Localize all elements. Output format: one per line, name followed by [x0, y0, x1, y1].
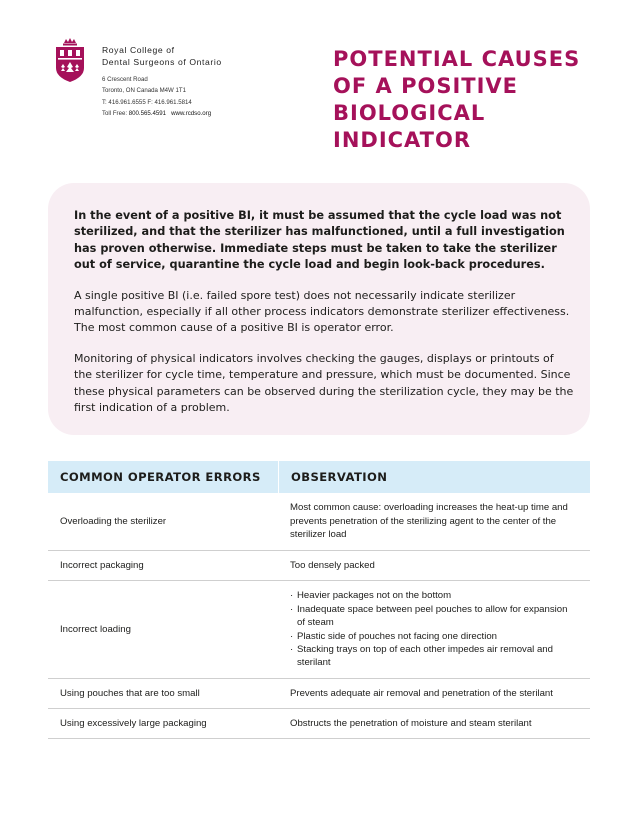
- observation-cell: [278, 493, 590, 550]
- table-row: [48, 709, 590, 739]
- intro-paragraph: A single positive BI (i.e. failed spore test) does not necessarily indicate sterilizer malfunction, especially if all other process indicators demonstrate sterilizer effectiveness. The most common cause of a positive BI is operator error.: [74, 288, 570, 335]
- error-cell: Using pouches that are too small: [60, 687, 200, 699]
- address-line: Toronto, ON Canada M4W 1T1: [102, 87, 186, 95]
- page-title: [333, 46, 593, 154]
- org-address: [102, 74, 302, 120]
- error-cell: Using excessively large packaging: [60, 717, 207, 729]
- bullet-item: · Inadequate space between peel pouches to allow for expansion of steam: [290, 603, 578, 630]
- website-link[interactable]: www.rcdso.org: [171, 110, 212, 118]
- bullet-item: · Heavier packages not on the bottom: [290, 590, 452, 602]
- intro-lead-paragraph: In the event of a positive BI, it must be assumed that the cycle load was not sterilized, and that the sterilizer has malfunctioned, until a full investigation has proven otherwise. Immediate steps must be taken to take the sterilizer out of service, quarantine the cycle load and begin look-back procedures.: [74, 209, 565, 272]
- title-line: BIOLOGICAL: [333, 101, 486, 125]
- intro-text: [74, 208, 574, 416]
- bullet-text: Heavier packages not on the bottom: [297, 590, 452, 602]
- table-row: [48, 551, 590, 581]
- observation-text: Obstructs the penetration of moisture and steam sterilant: [290, 717, 532, 729]
- toll-free-number: 800.565.4591: [128, 110, 167, 118]
- address-line: 6 Crescent Road: [102, 76, 148, 83]
- table-header: [48, 461, 590, 493]
- observation-cell: [278, 581, 590, 678]
- observation-text: Prevents adequate air removal and penetration of the sterilant: [290, 687, 553, 699]
- bullet-text: Inadequate space between peel pouches to allow for expansion of steam: [297, 603, 568, 629]
- title-line: POTENTIAL CAUSES: [333, 47, 581, 71]
- bullet-item: · Stacking trays on top of each other impedes air removal and sterilant: [290, 643, 578, 670]
- observation-text: Most common cause: overloading increases the heat-up time and prevents penetration of the sterilizing agent to the center of the sterilizer load: [290, 502, 568, 541]
- error-cell: Incorrect loading: [60, 623, 131, 635]
- table-row: [48, 679, 590, 709]
- table-row: [48, 581, 590, 679]
- column-header-observation: OBSERVATION: [291, 470, 388, 484]
- bullet-text: Plastic side of pouches not facing one direction: [297, 630, 497, 642]
- intro-paragraph: Monitoring of physical indicators involves checking the gauges, displays or printouts of the sterilizer for cycle time, temperature and pressure, which must be documented. Since these physical parameters can be observed during the sterilization cycle, they may be the first indication of a problem.: [74, 351, 574, 415]
- observation-cell: [278, 551, 590, 580]
- title-line: OF A POSITIVE: [333, 74, 518, 98]
- toll-free-line: [102, 108, 302, 119]
- observation-text: Too densely packed: [290, 559, 375, 571]
- bullet-text: Stacking trays on top of each other impedes air removal and sterilant: [297, 643, 553, 669]
- column-header-errors: COMMON OPERATOR ERRORS: [48, 461, 279, 493]
- bullet-item: · Plastic side of pouches not facing one direction: [290, 630, 497, 642]
- observation-cell: [278, 679, 590, 708]
- organization-info: [102, 44, 302, 120]
- operator-errors-table: [48, 461, 590, 739]
- phone-line: T: 416.961.6555 F: 416.961.5814: [102, 98, 192, 106]
- rcdso-crest-icon: [55, 38, 85, 82]
- org-name-line: Royal College of: [102, 45, 175, 55]
- observation-cell: [278, 709, 590, 738]
- org-name-line: Dental Surgeons of Ontario: [102, 57, 222, 67]
- org-name: [102, 44, 302, 68]
- error-cell: Incorrect packaging: [60, 559, 144, 571]
- error-cell: Overloading the sterilizer: [60, 515, 167, 527]
- toll-free-label: Toll Free:: [102, 110, 128, 118]
- table-row: [48, 493, 590, 551]
- title-line: INDICATOR: [333, 128, 472, 152]
